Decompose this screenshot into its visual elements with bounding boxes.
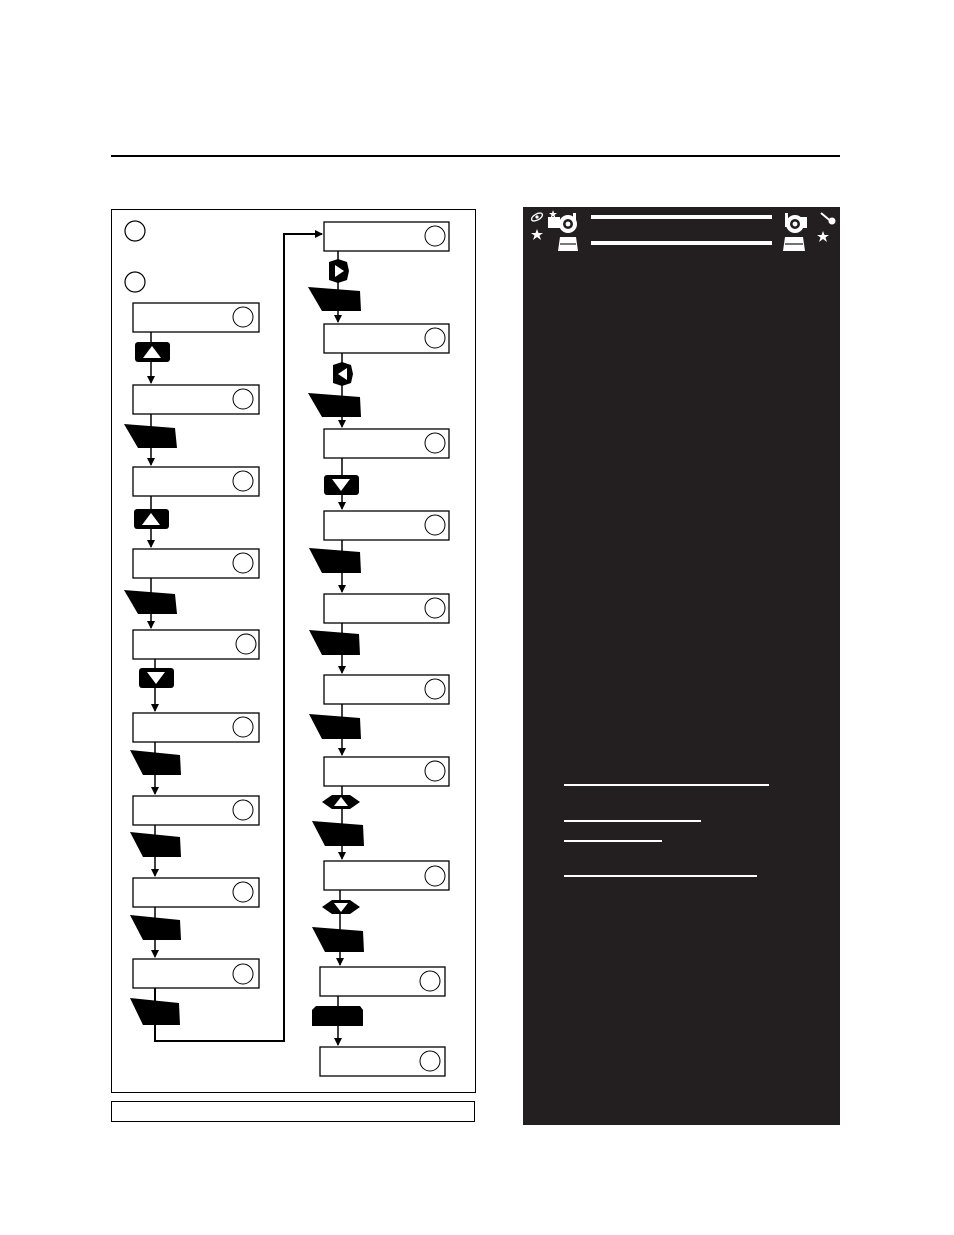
enter-key-icon xyxy=(308,287,361,311)
tip-header-bar-top xyxy=(591,215,772,219)
left-arrow-key-icon xyxy=(333,362,353,386)
star-icon xyxy=(531,229,543,240)
step-marker-1 xyxy=(125,221,145,241)
star-icon xyxy=(817,231,829,242)
enter-key-icon xyxy=(312,821,364,846)
enter-key-icon xyxy=(130,750,181,775)
lcd-screen-right-8 xyxy=(324,861,449,890)
tip-rule-2 xyxy=(564,820,701,822)
enter-key-icon xyxy=(130,998,180,1025)
lcd-screen-right-6 xyxy=(324,675,449,704)
tip-rule-4 xyxy=(564,875,757,877)
tip-panel xyxy=(523,207,840,1125)
enter-key-icon xyxy=(309,714,361,739)
scroll-down-key-icon xyxy=(322,900,360,914)
up-arrow-key-icon xyxy=(134,509,169,529)
step-marker-2 xyxy=(125,272,145,292)
galaxy-icon xyxy=(530,211,543,222)
enter-key-icon xyxy=(130,915,181,940)
lcd-screen-left-9 xyxy=(133,959,259,988)
lcd-screen-left-8 xyxy=(133,878,259,907)
lcd-screen-left-6 xyxy=(133,713,259,742)
scroll-up-key-icon xyxy=(322,795,360,809)
enter-key-icon xyxy=(124,424,177,448)
up-arrow-key-icon xyxy=(135,342,170,362)
down-arrow-key-icon xyxy=(139,668,174,688)
lcd-screen-right-10 xyxy=(320,1047,445,1076)
lcd-screen-left-3 xyxy=(133,467,259,496)
lcd-screen-left-5 xyxy=(133,630,259,659)
down-arrow-key-icon xyxy=(324,475,359,495)
tip-header-bar-bottom xyxy=(591,241,772,245)
mode-key-icon xyxy=(312,1006,363,1026)
enter-key-icon xyxy=(124,590,177,614)
lcd-screen-right-4 xyxy=(324,511,449,540)
lcd-screen-right-9 xyxy=(320,967,445,996)
lcd-screen-left-1 xyxy=(133,303,259,332)
lcd-screen-left-4 xyxy=(133,549,259,578)
figure-caption-box xyxy=(111,1101,475,1122)
lcd-screen-left-7 xyxy=(133,796,259,825)
comet-icon xyxy=(821,213,836,225)
enter-key-icon xyxy=(308,393,361,417)
right-arrow-key-icon xyxy=(329,259,349,283)
tip-rule-3 xyxy=(564,840,662,842)
star-icon xyxy=(549,210,557,218)
telescope-icon xyxy=(548,213,578,251)
enter-key-icon xyxy=(312,927,364,952)
enter-key-icon xyxy=(130,832,181,857)
lcd-screen-right-5 xyxy=(324,594,449,623)
enter-key-icon xyxy=(309,548,361,573)
lcd-screen-right-1 xyxy=(324,222,449,251)
tip-rule-1 xyxy=(564,784,769,786)
lcd-screen-right-2 xyxy=(324,324,449,353)
lcd-screen-right-3 xyxy=(324,429,449,458)
lcd-screen-right-7 xyxy=(324,757,449,786)
lcd-screen-left-2 xyxy=(133,385,259,414)
telescope-icon xyxy=(783,213,807,251)
enter-key-icon xyxy=(309,630,360,655)
